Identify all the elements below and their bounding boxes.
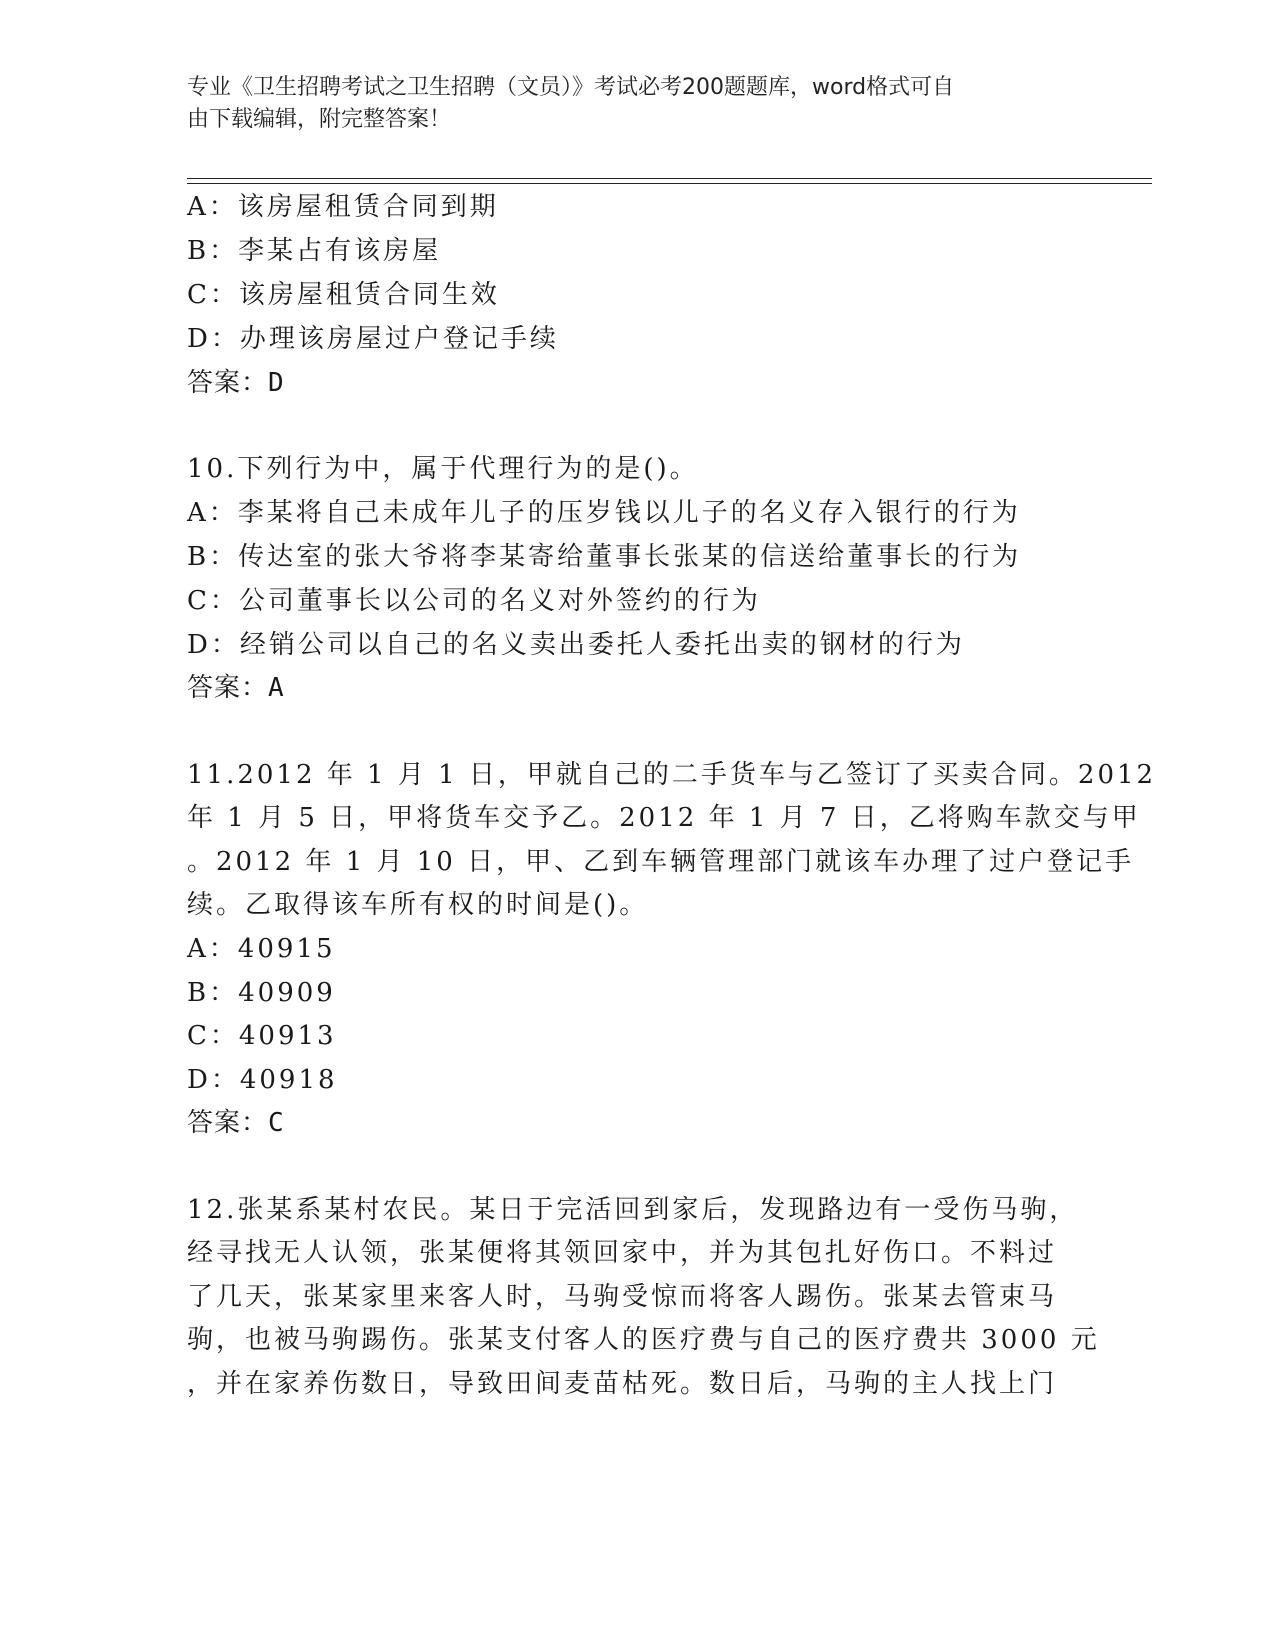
q10-option-c: C：公司董事长以公司的名义对外签约的行为 bbox=[187, 586, 761, 616]
q10-option-d: D：经销公司以自己的名义卖出委托人委托出卖的钢材的行为 bbox=[187, 630, 965, 660]
q11-option-c: C：40913 bbox=[187, 1021, 337, 1051]
q11-option-b: B：40909 bbox=[187, 978, 336, 1008]
document-header bbox=[187, 72, 1067, 136]
answer-label: 答案： bbox=[187, 368, 269, 398]
header-divider-bottom bbox=[187, 183, 1152, 184]
q10-option-a: A：李某将自己未成年儿子的压岁钱以儿子的名义存入银行的行为 bbox=[187, 498, 1021, 528]
q12-stem-line-4: 驹，也被马驹踢伤。张某支付客人的医疗费与自己的医疗费共 3000 元 bbox=[187, 1325, 1100, 1355]
q11-stem-line-3: 。2012 年 1 月 10 日，甲、乙到车辆管理部门就该车办理了过户登记手 bbox=[187, 847, 1135, 877]
answer-label: 答案： bbox=[187, 1108, 269, 1138]
header-line-2: 由下载编辑，附完整答案！ bbox=[187, 107, 452, 132]
q12-stem-line-5: ，并在家养伤数日，导致田间麦苗枯死。数日后，马驹的主人找上门 bbox=[187, 1369, 1058, 1399]
q10-stem: 10.下列行为中，属于代理行为的是()。 bbox=[187, 454, 699, 484]
q11-stem-line-4: 续。乙取得该车所有权的时间是()。 bbox=[187, 890, 649, 920]
q12-stem-line-3: 了几天，张某家里来客人时，马驹受惊而将客人踢伤。张某去管束马 bbox=[187, 1282, 1058, 1312]
answer-value: D bbox=[268, 368, 285, 398]
q11-option-a: A：40915 bbox=[187, 934, 336, 964]
header-line-1: 专业《卫生招聘考试之卫生招聘（文员）》考试必考200题题库，word格式可自 bbox=[187, 75, 955, 100]
q9-option-c: C：该房屋租赁合同生效 bbox=[187, 280, 500, 310]
answer-value: A bbox=[268, 673, 285, 703]
q10-option-b: B：传达室的张大爷将李某寄给董事长张某的信送给董事长的行为 bbox=[187, 542, 1022, 572]
q12-stem-line-2: 经寻找无人认领，张某便将其领回家中，并为其包扎好伤口。不料过 bbox=[187, 1238, 1058, 1268]
header-divider-top bbox=[187, 178, 1152, 179]
q9-answer bbox=[187, 366, 285, 400]
q9-option-d: D：办理该房屋过户登记手续 bbox=[187, 324, 559, 354]
q11-stem-line-1: 11.2012 年 1 月 1 日，甲就自己的二手货车与乙签订了买卖合同。2012 bbox=[187, 760, 1157, 790]
answer-value: C bbox=[268, 1108, 285, 1138]
q9-option-b: B：李某占有该房屋 bbox=[187, 236, 442, 266]
q9-option-a: A：该房屋租赁合同到期 bbox=[187, 192, 499, 222]
answer-label: 答案： bbox=[187, 673, 269, 703]
q11-stem-line-2: 年 1 月 5 日，甲将货车交予乙。2012 年 1 月 7 日，乙将购车款交与甲 bbox=[187, 803, 1141, 833]
q12-stem-line-1: 12.张某系某村农民。某日于完活回到家后，发现路边有一受伤马驹， bbox=[187, 1195, 1079, 1225]
q11-answer bbox=[187, 1106, 285, 1140]
q10-answer bbox=[187, 671, 285, 705]
q11-option-d: D：40918 bbox=[187, 1065, 338, 1095]
